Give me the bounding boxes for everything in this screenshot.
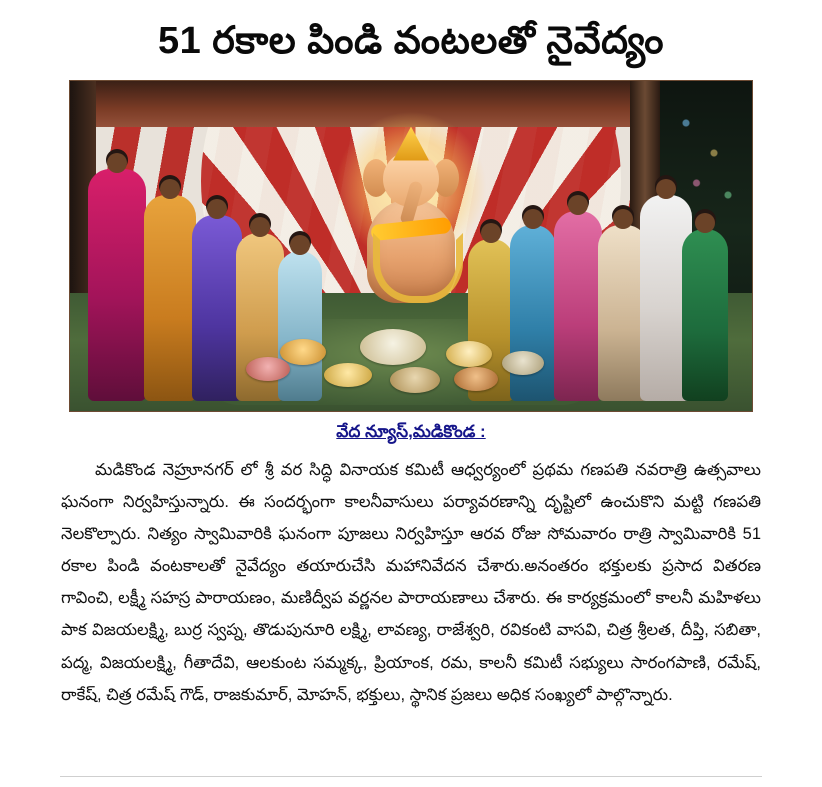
offering-plate [280,339,326,365]
person-head [523,209,543,229]
offering-plate [360,329,426,365]
offerings-area [240,323,562,397]
offering-plate [246,357,290,381]
photo-caption: వేద న్యూస్,మడికొండ : [336,421,486,441]
person-figure [88,169,146,401]
person-head [107,153,127,173]
person-head [656,179,676,199]
offering-plate [324,363,372,387]
article-body [61,454,761,711]
article-paragraph: మడికొండ నెహ్రూనగర్ లో శ్రీ వర సిద్ధి వినాయక కమిటీ ఆధ్వర్యంలో ప్రథమ గణపతి నవరాత్రి ఉత్సవాలు ఘనంగా నిర్వహిస్తున్నారు. ఈ సందర్భంగా కాలనీవాసులు పర్యావరణాన్ని దృష్టిలో ఉంచుకొని మట్టి గణపతి నెలకొల్పారు. నిత్యం స్వామివారికి ఘనంగా పూజలు నిర్వహిస్తూ ఆరవ రోజు సోమవారం రాత్రి స్వామివారికి 51 రకాల పిండి వంటకాలతో నైవేద్యం తయారుచేసి మహానివేదన చేశారు.అనంతరం భక్తులకు ప్రసాద వితరణ గావించి, లక్ష్మీ సహస్ర పారాయణం, మణిద్వీప వర్ణనల పారాయణాలు చేశారు. ఈ కార్యక్రమంలో కాలనీ మహిళలు పాక విజయలక్ష్మి, బుర్ర స్వప్న, తొడుపునూరి లక్ష్మి, లావణ్య, రాజేశ్వరి, రవికంటి వాసవి, చిత్ర శ్రీలత, దీప్తి, సబితా, పద్మ, విజయలక్ష్మి, గీతాదేవి, ఆలకుంట సమ్మక్క, ప్రియాంక, రమ, కాలనీ కమిటీ సభ్యులు సారంగపాణి, రమేష్, రాకేష్, చిత్ర రమేష్ గౌడ్, రాజకుమార్, మోహన్, భక్తులు, స్థానిక ప్రజలు అధిక సంఖ్యలో పాల్గొన్నారు. [61,460,761,704]
page-divider [60,776,762,777]
person-head [290,235,310,255]
ganesha-idol [353,125,469,315]
person-figure [144,195,196,401]
offering-plate [390,367,440,393]
person-head [160,179,180,199]
offering-plate [446,341,492,367]
person-head [613,209,633,229]
person-figure [682,229,728,401]
person-head [481,223,501,243]
idol-garland [373,233,463,303]
news-article-page [0,18,822,787]
offering-plate [502,351,544,375]
person-head [250,217,270,237]
page-title: 51 రకాల పిండి వంటలతో నైవేద్యం [157,20,665,62]
offering-plate [454,367,498,391]
person-head [568,195,588,215]
person-head [207,199,227,219]
person-head [695,213,715,233]
person-figure [192,215,242,401]
article-photo [69,80,753,412]
